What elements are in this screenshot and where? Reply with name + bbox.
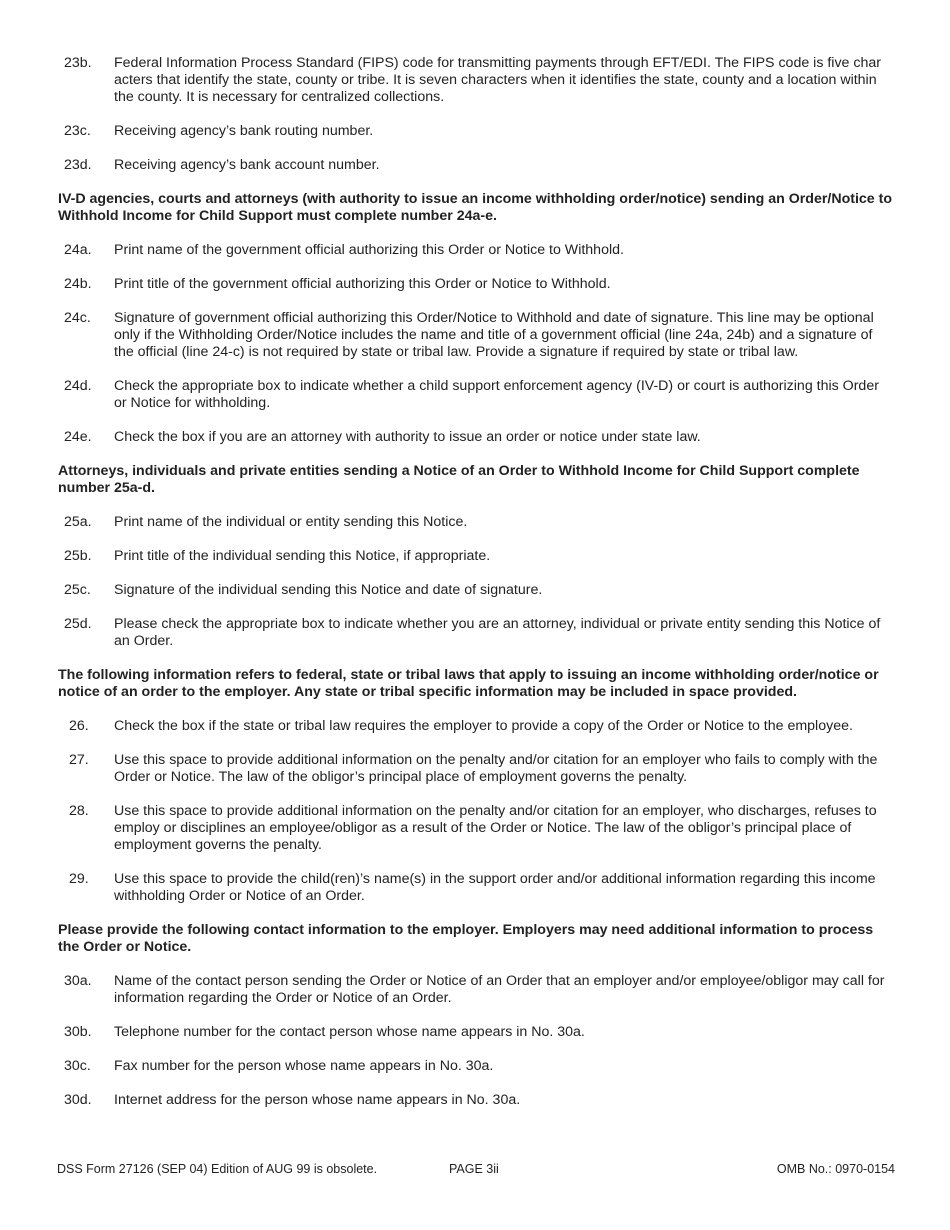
item-text: Fax number for the person whose name appears in No. 30a. <box>114 1058 494 1074</box>
item-number: 24a. <box>64 242 92 258</box>
instruction-item-24a <box>0 242 950 259</box>
item-text: Check the appropriate box to indicate whether a child support enforcement agency (IV-D) or court is authorizing this Order or Notice for withholding. <box>114 378 879 411</box>
item-text: Use this space to provide additional information on the penalty and/or citation for an employer who fails to comply with the Order or Notice. The law of the obligor’s principal place of employment governs the penalty. <box>114 752 878 785</box>
item-text: Signature of government official authorizing this Order/Notice to Withhold and date of signature. This line may be optional only if the Withholding Order/Notice includes the name and title of a government official (line 24a, 24b) and a signature of the official (line 24-c) is not required by state or tribal law. Provide a signature if required by state or tribal law. <box>114 310 874 360</box>
instruction-item-30a <box>0 973 950 1007</box>
page-number: PAGE 3ii <box>449 1162 499 1176</box>
instruction-item-29 <box>0 871 950 905</box>
item-text: Print title of the government official authorizing this Order or Notice to Withhold. <box>114 276 611 292</box>
omb-number: OMB No.: 0970-0154 <box>776 1162 895 1176</box>
instruction-item-24c <box>0 310 950 361</box>
item-number: 25d. <box>64 616 92 632</box>
item-number: 23d. <box>64 157 92 173</box>
instruction-item-30d <box>0 1092 950 1109</box>
item-number: 30d. <box>64 1092 92 1108</box>
form-edition-note: DSS Form 27126 (SEP 04) Edition of AUG 99 is obsolete. <box>57 1162 378 1176</box>
item-number: 29. <box>69 871 89 887</box>
item-text: Please check the appropriate box to indicate whether you are an attorney, individual or private entity sending this Notice of an Order. <box>114 616 881 649</box>
item-text: Print name of the individual or entity sending this Notice. <box>114 514 468 530</box>
item-number: 24e. <box>64 429 92 445</box>
item-text: Federal Information Process Standard (FIPS) code for transmitting payments through EFT/EDI. The FIPS code is five char acters that identify the state, county or tribe. It is seven characters when it identifies the state, county and a location within the county. It is necessary for centralized collections. <box>114 55 881 105</box>
section-heading-24: IV-D agencies, courts and attorneys (with authority to issue an income withholding order/notice) sending an Order/Notice to Withhold Income for Child Support must complete number 24a-e. <box>58 191 893 224</box>
item-number: 23b. <box>64 55 92 71</box>
instruction-item-24d <box>0 378 950 412</box>
item-number: 26. <box>69 718 89 734</box>
instructions-page <box>0 55 950 1126</box>
instruction-item-23b <box>0 55 950 106</box>
item-text: Print title of the individual sending this Notice, if appropriate. <box>114 548 491 564</box>
instruction-item-28 <box>0 803 950 854</box>
item-text: Name of the contact person sending the Order or Notice of an Order that an employer and/or employee/obligor may call for information regarding the Order or Notice of an Order. <box>114 973 885 1006</box>
item-text: Receiving agency’s bank account number. <box>114 157 380 173</box>
instruction-item-23c <box>0 123 950 140</box>
section-heading-25: Attorneys, individuals and private entities sending a Notice of an Order to Withhold Income for Child Support complete number 25a-d. <box>58 463 860 496</box>
section-heading-laws: The following information refers to federal, state or tribal laws that apply to issuing an income withholding order/notice or notice of an order to the employer. Any state or tribal specific information may be included in space provided. <box>58 667 879 700</box>
item-number: 27. <box>69 752 89 768</box>
item-text: Use this space to provide the child(ren)’s name(s) in the support order and/or additional information regarding this income withholding Order or Notice of an Order. <box>114 871 876 904</box>
item-number: 24c. <box>64 310 91 326</box>
instruction-item-26 <box>0 718 950 735</box>
item-text: Internet address for the person whose name appears in No. 30a. <box>114 1092 521 1108</box>
section-heading-contact: Please provide the following contact information to the employer. Employers may need additional information to process the Order or Notice. <box>58 922 874 955</box>
item-text: Use this space to provide additional information on the penalty and/or citation for an employer, who discharges, refuses to employ or disciplines an employee/obligor as a result of the Order or Notice. The law of the obligor’s principal place of employment governs the penalty. <box>114 803 877 853</box>
item-number: 30a. <box>64 973 92 989</box>
item-text: Telephone number for the contact person whose name appears in No. 30a. <box>114 1024 585 1040</box>
item-number: 25a. <box>64 514 92 530</box>
instruction-item-24b <box>0 276 950 293</box>
item-number: 30c. <box>64 1058 91 1074</box>
instruction-item-25b <box>0 548 950 565</box>
item-text: Check the box if you are an attorney with authority to issue an order or notice under state law. <box>114 429 701 445</box>
instruction-item-25a <box>0 514 950 531</box>
instruction-item-27 <box>0 752 950 786</box>
item-text: Signature of the individual sending this Notice and date of signature. <box>114 582 543 598</box>
instruction-item-30b <box>0 1024 950 1041</box>
instruction-item-23d <box>0 157 950 174</box>
item-number: 25c. <box>64 582 91 598</box>
item-number: 23c. <box>64 123 91 139</box>
instruction-item-25c <box>0 582 950 599</box>
item-text: Print name of the government official authorizing this Order or Notice to Withhold. <box>114 242 624 258</box>
item-number: 30b. <box>64 1024 92 1040</box>
instruction-item-30c <box>0 1058 950 1075</box>
item-number: 25b. <box>64 548 92 564</box>
item-number: 28. <box>69 803 89 819</box>
item-text: Receiving agency’s bank routing number. <box>114 123 374 139</box>
instruction-item-24e <box>0 429 950 446</box>
item-number: 24d. <box>64 378 92 394</box>
item-number: 24b. <box>64 276 92 292</box>
item-text: Check the box if the state or tribal law requires the employer to provide a copy of the Order or Notice to the employee. <box>114 718 853 734</box>
instruction-item-25d <box>0 616 950 650</box>
